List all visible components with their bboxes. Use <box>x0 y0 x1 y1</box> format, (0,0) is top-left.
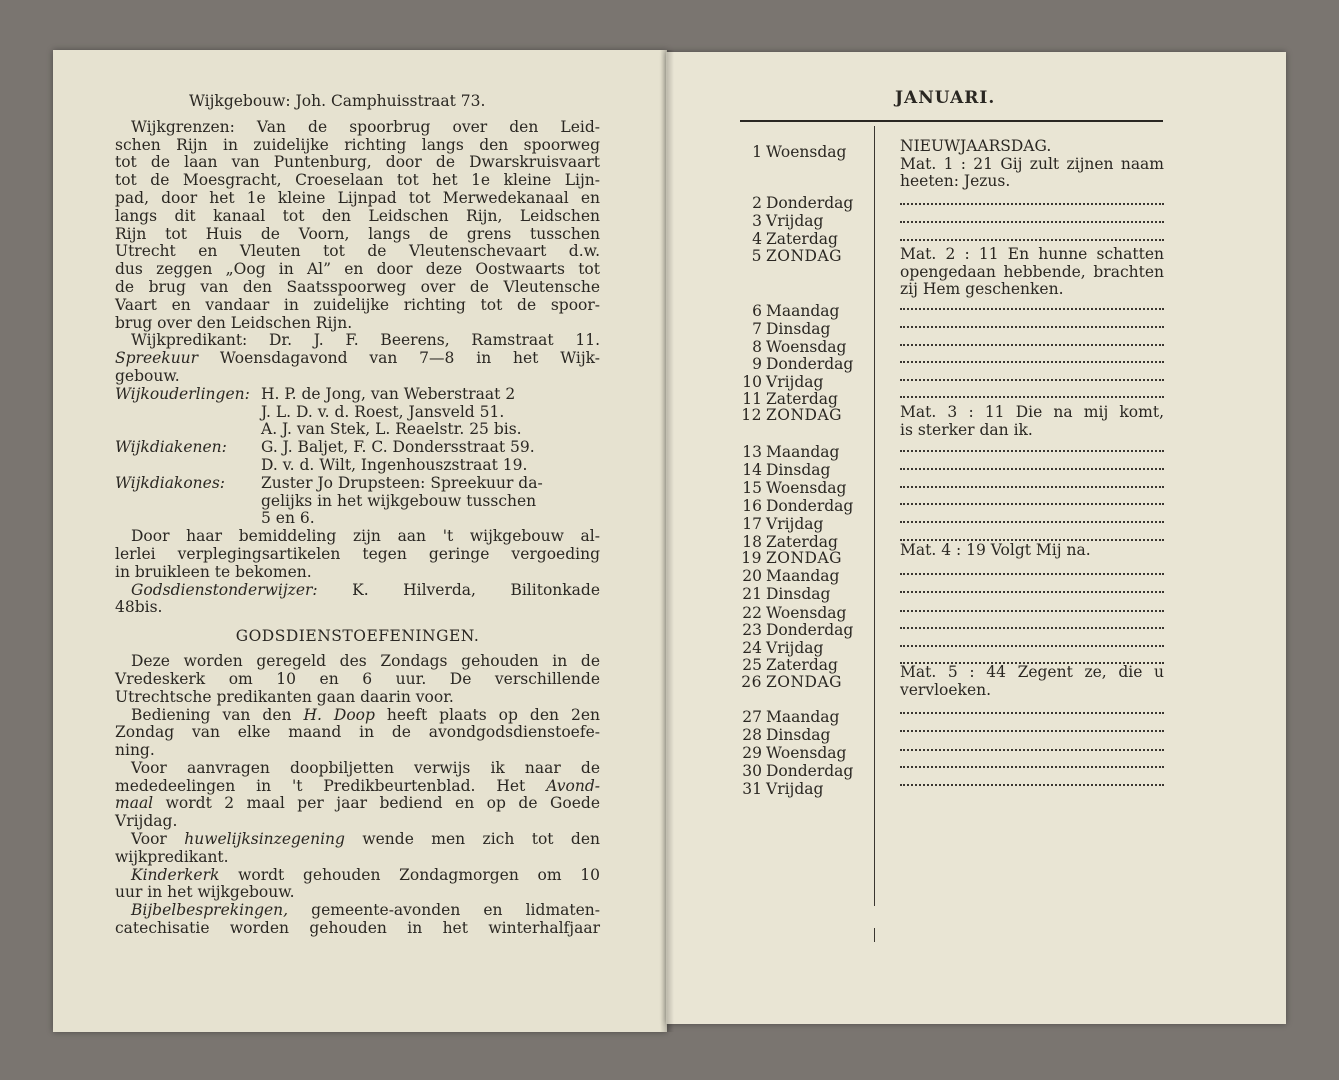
writing-line <box>900 322 1164 328</box>
writing-line <box>900 658 1164 664</box>
day-number: 3 <box>752 212 762 230</box>
note-line: Mat. 2 : 11 En hunne schatten <box>900 245 1164 263</box>
writing-line <box>900 357 1164 363</box>
diakenen-row <box>115 456 600 474</box>
day-number: 31 <box>742 780 762 798</box>
bible-verse-note <box>900 542 1164 560</box>
calendar-day <box>740 744 870 762</box>
spreekuur-text: Woensdagavond van 7—8 in het Wijk- <box>198 349 600 368</box>
text-line <box>115 581 600 599</box>
writing-line <box>900 235 1164 241</box>
day-name: Donderdag <box>766 497 854 515</box>
page-fold <box>660 50 674 1032</box>
day-name: Dinsdag <box>766 461 831 479</box>
text-line: Door haar bemiddeling zijn aan 't wijkgebouw al- <box>131 527 600 546</box>
calendar-day <box>740 406 870 424</box>
day-name: Dinsdag <box>766 726 831 744</box>
note-line: zij Hem geschenken. <box>900 280 1064 299</box>
calendar-day <box>740 497 870 515</box>
bible-verse-note <box>900 138 1164 191</box>
text-line: Deze worden geregeld des Zondags gehouden in de <box>131 652 600 671</box>
writing-line <box>900 745 1164 751</box>
day-name: Donderdag <box>766 762 854 780</box>
text-line: gebouw. <box>115 366 180 385</box>
text-line <box>115 349 600 367</box>
calendar-day <box>740 780 870 798</box>
day-number: 2 <box>752 194 762 212</box>
text-line: brug over den Leidschen Rijn. <box>115 313 353 332</box>
ouderling-entry: A. J. van Stek, L. Reaelstr. 25 bis. <box>261 420 522 439</box>
writing-line <box>900 482 1164 488</box>
calendar-day <box>740 355 870 373</box>
calendar-day <box>740 338 870 356</box>
day-number: 22 <box>742 604 762 622</box>
text-emphasis: Kinderkerk <box>131 865 220 884</box>
day-name: Maandag <box>766 708 840 726</box>
writing-line <box>900 375 1164 381</box>
day-number: 18 <box>742 533 762 551</box>
note-line: heeten: Jezus. <box>900 172 1011 191</box>
day-number: 6 <box>752 302 762 320</box>
writing-line <box>900 780 1164 786</box>
day-name: Maandag <box>766 302 840 320</box>
day-name: Donderdag <box>766 621 854 639</box>
text-span: heeft plaats op den 2en <box>374 705 600 724</box>
note-line: Mat. 4 : 19 Volgt Mij na. <box>900 541 1091 559</box>
day-name: Donderdag <box>766 355 854 373</box>
calendar-day <box>740 726 870 744</box>
calendar-day <box>740 320 870 338</box>
text-emphasis: Bijbelbesprekingen, <box>131 901 289 920</box>
day-number: 21 <box>742 585 762 603</box>
day-name: Woensdag <box>766 744 847 762</box>
text-emphasis: H. Doop <box>303 705 375 724</box>
day-number: 17 <box>742 515 762 533</box>
day-name: Zaterdag <box>766 533 838 551</box>
calendar-day <box>740 247 870 265</box>
diakenen-row <box>115 438 600 456</box>
day-number: 15 <box>742 479 762 497</box>
calendar-day <box>740 708 870 726</box>
section-heading: GODSDIENSTOEFENINGEN. <box>235 627 480 646</box>
day-number: 19 <box>741 549 762 567</box>
text-line: catechisatie worden gehouden in het winterhalfjaar <box>115 919 600 938</box>
text-line: 48bis. <box>115 598 163 617</box>
writing-line <box>900 587 1164 593</box>
calendar-day <box>740 479 870 497</box>
text-line: uur in het wijkgebouw. <box>115 883 295 902</box>
text-line: Wijkgrenzen: Van de spoorbrug over den Leid- <box>131 117 600 136</box>
godsdienst-label: Godsdienstonderwijzer: <box>131 580 318 599</box>
day-number: 12 <box>741 406 762 424</box>
column-divider-tick <box>874 928 875 942</box>
month-title: JANUARI. <box>895 88 996 108</box>
day-name: Vrijdag <box>766 212 824 230</box>
day-name: Woensdag <box>766 338 847 356</box>
day-name: Woensdag <box>766 479 847 497</box>
diakenen-label: Wijkdiakenen: <box>115 438 227 457</box>
text-emphasis: Avond- <box>546 776 600 795</box>
text-emphasis: huwelijksinzegening <box>184 830 345 849</box>
diakones-entry: gelijks in het wijkgebouw tusschen <box>261 491 537 510</box>
text-line: dus zeggen „Oog in Al” en door deze Oostwaarts tot <box>115 260 600 279</box>
text-line: tot de laan van Puntenburg, door de Dwarskruisvaart <box>115 153 600 172</box>
day-number: 23 <box>742 621 762 639</box>
calendar-day <box>740 461 870 479</box>
calendar-day <box>740 621 870 639</box>
day-name: Maandag <box>766 567 840 585</box>
text-line: ning. <box>115 741 155 760</box>
day-number: 9 <box>752 355 762 373</box>
calendar-day <box>740 230 870 248</box>
bible-verse-note <box>900 246 1164 299</box>
diakones-row <box>115 509 600 527</box>
day-name: Zaterdag <box>766 390 838 408</box>
ouderling-entry: H. P. de Jong, van Weberstraat 2 <box>261 384 516 403</box>
text-line: Utrecht en Vleuten tot de Vleutenschevaart d.w. <box>115 242 600 261</box>
bible-verse-note <box>900 404 1164 439</box>
day-number: 8 <box>752 338 762 356</box>
text-line: wijkpredikant. <box>115 847 229 866</box>
day-number: 11 <box>742 390 762 408</box>
note-line: Mat. 5 : 44 Zegent ze, die u <box>900 663 1164 681</box>
day-number: 26 <box>741 673 762 691</box>
day-name: Zaterdag <box>766 656 838 674</box>
text-line: Utrechtsche predikanten gaan daarin voor. <box>115 687 454 706</box>
writing-line <box>900 517 1164 523</box>
calendar-day <box>740 567 870 585</box>
diakones-label: Wijkdiakones: <box>115 473 225 492</box>
day-number: 20 <box>742 567 762 585</box>
writing-line <box>900 641 1164 647</box>
day-number: 24 <box>742 639 762 657</box>
day-name: Woensdag <box>766 143 847 161</box>
calendar-day <box>740 585 870 603</box>
left-page-text <box>115 92 600 937</box>
text-span: gemeente-avonden en lidmaten- <box>288 901 600 920</box>
day-number: 5 <box>751 247 762 265</box>
calendar-day <box>740 212 870 230</box>
writing-line <box>900 569 1164 575</box>
writing-line <box>900 199 1164 205</box>
day-name: ZONDAG <box>766 673 843 691</box>
text-line: Wijkgebouw: Joh. Camphuisstraat 73. <box>189 92 486 110</box>
writing-line <box>900 340 1164 346</box>
writing-line <box>900 535 1164 541</box>
day-number: 13 <box>742 443 762 461</box>
godsdienst-value: K. Hilverda, Bilitonkade <box>317 580 600 599</box>
writing-line <box>900 726 1164 732</box>
ouderlingen-row <box>115 403 600 421</box>
diakones-row <box>115 492 600 510</box>
day-number: 14 <box>742 461 762 479</box>
day-name: Dinsdag <box>766 585 831 603</box>
text-line <box>115 794 600 812</box>
day-name: ZONDAG <box>766 247 843 265</box>
day-number: 1 <box>752 143 762 161</box>
writing-line <box>900 499 1164 505</box>
day-name: Vrijdag <box>766 639 824 657</box>
day-name: Donderdag <box>766 194 854 212</box>
calendar-day <box>740 302 870 320</box>
calendar-day <box>740 143 870 161</box>
calendar-day <box>740 515 870 533</box>
note-line: opengedaan hebbende, brachten <box>900 262 1164 281</box>
day-name: Vrijdag <box>766 373 824 391</box>
calendar-day <box>740 762 870 780</box>
writing-line <box>900 392 1164 398</box>
writing-line <box>900 464 1164 470</box>
text-span: Bediening van den <box>131 705 304 724</box>
calendar-day <box>740 373 870 391</box>
day-number: 16 <box>742 497 762 515</box>
text-line: Zondag van elke maand in de avondgodsdienstoefe- <box>115 723 600 742</box>
writing-line <box>900 446 1164 452</box>
ouderling-entry: J. L. D. v. d. Roest, Jansveld 51. <box>261 402 505 421</box>
diaken-entry: G. J. Baljet, F. C. Dondersstraat 59. <box>261 438 535 457</box>
writing-line <box>900 623 1164 629</box>
day-name: Vrijdag <box>766 780 824 798</box>
day-name: Zaterdag <box>766 230 838 248</box>
text-line <box>115 830 600 848</box>
text-line: de brug van den Saatsspoorweg over de Vleutensche <box>115 277 600 296</box>
calendar-day <box>740 639 870 657</box>
text-line <box>115 706 600 724</box>
bible-verse-note <box>900 664 1164 699</box>
calendar-day <box>740 194 870 212</box>
day-number: 30 <box>742 762 762 780</box>
column-divider <box>874 126 875 906</box>
ouderlingen-label: Wijkouderlingen: <box>115 384 250 403</box>
day-number: 28 <box>742 726 762 744</box>
text-line: Vrijdag. <box>115 812 178 831</box>
day-number: 10 <box>742 373 762 391</box>
text-span: wende men zich tot den <box>344 830 600 849</box>
day-name: Vrijdag <box>766 515 824 533</box>
calendar-day <box>740 656 870 674</box>
spreekuur-label: Spreekuur <box>115 349 199 368</box>
text-line: Rijn tot Huis de Voorn, langs de grens tusschen <box>115 224 600 243</box>
text-emphasis: maal <box>115 794 154 813</box>
text-line: Vredeskerk om 10 en 6 uur. De verschillende <box>115 669 600 688</box>
text-span: Voor <box>131 830 185 849</box>
diakones-row <box>115 474 600 492</box>
writing-line <box>900 606 1164 612</box>
day-name: Maandag <box>766 443 840 461</box>
text-line: Voor aanvragen doopbiljetten verwijs ik naar de <box>131 758 600 777</box>
day-number: 29 <box>742 744 762 762</box>
writing-line <box>900 708 1164 714</box>
calendar-day <box>740 604 870 622</box>
text-line: lerlei verplegingsartikelen tegen geringe vergoeding <box>115 544 600 563</box>
day-name: Woensdag <box>766 604 847 622</box>
note-line: vervloeken. <box>900 680 992 699</box>
text-line: in bruikleen te bekomen. <box>115 562 312 581</box>
day-number: 4 <box>752 230 762 248</box>
text-line <box>115 901 600 919</box>
note-line: Mat. 1 : 21 Gij zult zijnen naam <box>900 154 1164 173</box>
writing-line <box>900 304 1164 310</box>
calendar-day <box>740 549 870 567</box>
month-rule <box>740 120 1163 122</box>
calendar-day <box>740 443 870 461</box>
text-span: wordt gehouden Zondagmorgen om 10 <box>219 865 600 884</box>
day-number: 7 <box>752 320 762 338</box>
text-line <box>115 866 600 884</box>
day-name: ZONDAG <box>766 549 843 567</box>
day-number: 27 <box>742 708 762 726</box>
diaken-entry: D. v. d. Wilt, Ingenhouszstraat 19. <box>261 455 528 474</box>
text-span: mededeelingen in 't Predikbeurtenblad. Het <box>115 776 547 795</box>
note-line: is sterker dan ik. <box>900 420 1033 439</box>
writing-line <box>900 217 1164 223</box>
day-name: ZONDAG <box>766 406 843 424</box>
day-number: 25 <box>742 656 762 674</box>
text-line: langs dit kanaal tot den Leidschen Rijn, Leidschen <box>115 206 600 225</box>
diakones-entry: Zuster Jo Drupsteen: Spreekuur da- <box>261 473 543 492</box>
text-line: Vaart en vandaar in zuidelijke richting tot de spoor- <box>115 295 600 314</box>
note-line: NIEUWJAARSDAG. <box>900 137 1052 155</box>
ouderlingen-row <box>115 420 600 438</box>
text-span: wordt 2 maal per jaar bediend en op de Goede <box>153 794 600 813</box>
writing-line <box>900 762 1164 768</box>
text-line: Wijkpredikant: Dr. J. F. Beerens, Ramstraat 11. <box>131 331 600 350</box>
text-line <box>115 777 600 795</box>
diakones-entry: 5 en 6. <box>261 509 315 528</box>
calendar-day <box>740 673 870 691</box>
ouderlingen-row <box>115 385 600 403</box>
note-line: Mat. 3 : 11 Die na mij komt, <box>900 403 1164 421</box>
text-line: tot de Moesgracht, Croeselaan tot het 1e kleine Lijn- <box>115 171 600 190</box>
day-name: Dinsdag <box>766 320 831 338</box>
text-line: pad, door het 1e kleine Lijnpad tot Merwedekanaal en <box>115 188 600 207</box>
text-line: schen Rijn in zuidelijke richting langs den spoorweg <box>115 135 600 154</box>
